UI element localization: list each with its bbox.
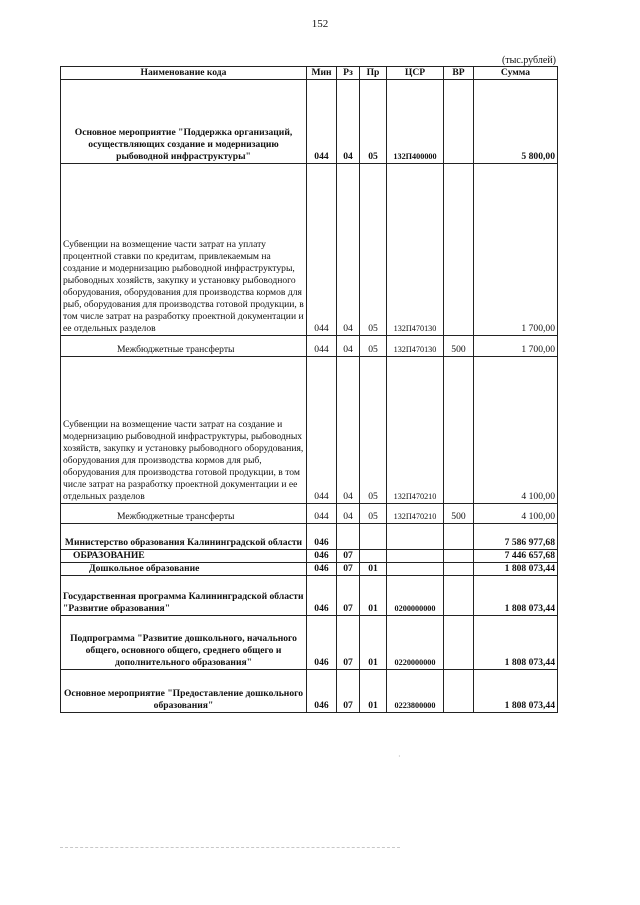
table-row [61, 164, 558, 336]
row-pr: 05 [360, 504, 387, 524]
scan-artifact-line [60, 847, 400, 848]
row-pr: 01 [360, 670, 387, 713]
table-row [61, 616, 558, 670]
row-csr: 0200000000 [387, 576, 444, 616]
row-csr [387, 524, 444, 550]
row-vr [444, 80, 474, 164]
table-row [61, 357, 558, 504]
row-name: Межбюджетные трансферты [61, 336, 307, 357]
table-row [61, 563, 558, 576]
row-vr [444, 670, 474, 713]
scan-mark: · [398, 752, 401, 761]
row-vr [444, 576, 474, 616]
row-rz: 07 [337, 616, 360, 670]
row-min: 044 [307, 336, 337, 357]
row-min: 044 [307, 80, 337, 164]
row-vr [444, 550, 474, 563]
row-csr [387, 550, 444, 563]
header-sum: Сумма [474, 67, 558, 80]
row-csr [387, 563, 444, 576]
row-rz: 07 [337, 563, 360, 576]
row-pr: 05 [360, 164, 387, 336]
table-row [61, 524, 558, 550]
row-rz: 04 [337, 357, 360, 504]
row-csr: 132П470130 [387, 164, 444, 336]
units-label: (тыс.рублей) [501, 55, 556, 66]
row-min: 046 [307, 563, 337, 576]
row-name: Основное мероприятие "Предоставление дошкольного образования" [61, 670, 307, 713]
row-name: Межбюджетные трансферты [61, 504, 307, 524]
row-name: Субвенции на возмещение части затрат на создание и модернизацию рыбоводной инфраструктуры, рыбоводных хозяйств, закупку и установку рыбоводного оборудования, оборудования для производства кормов для рыб, оборудования для производства готовой продукции, в том числе затрат на разработку проектной документации и ее отдельных разделов [61, 357, 307, 504]
row-sum: 4 100,00 [474, 504, 558, 524]
row-csr: 132П470130 [387, 336, 444, 357]
row-name: Подпрограмма "Развитие дошкольного, начального общего, основного общего, среднего общего и дополнительного образования" [61, 616, 307, 670]
row-min: 044 [307, 357, 337, 504]
row-sum: 4 100,00 [474, 357, 558, 504]
row-pr: 01 [360, 616, 387, 670]
row-sum: 1 808 073,44 [474, 563, 558, 576]
table-row [61, 576, 558, 616]
row-min: 044 [307, 164, 337, 336]
row-sum: 1 808 073,44 [474, 576, 558, 616]
row-vr [444, 524, 474, 550]
header-name: Наименование кода [61, 67, 307, 80]
row-vr [444, 616, 474, 670]
table-row [61, 336, 558, 357]
row-vr [444, 563, 474, 576]
row-pr: 01 [360, 576, 387, 616]
table-row [61, 80, 558, 164]
row-name: Субвенции на возмещение части затрат на уплату процентной ставки по кредитам, привлекаемым на создание и модернизацию рыбоводной инфраструктуры, рыбоводных хозяйств, закупку и установку рыбоводного оборудования, оборудования для производства кормов для рыб, оборудования для производства готовой продукции, в том числе затрат на разработку проектной документации и ее отдельных разделов [61, 164, 307, 336]
row-min: 046 [307, 550, 337, 563]
header-csr: ЦСР [387, 67, 444, 80]
row-pr: 05 [360, 336, 387, 357]
header-vr: ВР [444, 67, 474, 80]
row-vr: 500 [444, 336, 474, 357]
row-pr: 05 [360, 80, 387, 164]
row-pr: 05 [360, 357, 387, 504]
header-pr: Пр [360, 67, 387, 80]
row-min: 046 [307, 524, 337, 550]
table-row [61, 670, 558, 713]
row-sum: 5 800,00 [474, 80, 558, 164]
header-min: Мин [307, 67, 337, 80]
row-csr: 0223800000 [387, 670, 444, 713]
row-sum: 1 808 073,44 [474, 616, 558, 670]
row-rz: 07 [337, 550, 360, 563]
row-rz [337, 524, 360, 550]
row-sum: 7 586 977,68 [474, 524, 558, 550]
row-sum: 1 700,00 [474, 164, 558, 336]
row-rz: 04 [337, 336, 360, 357]
row-name: ОБРАЗОВАНИЕ [61, 550, 307, 563]
row-rz: 07 [337, 670, 360, 713]
row-min: 044 [307, 504, 337, 524]
row-name: Основное мероприятие "Поддержка организаций, осуществляющих создание и модернизацию рыбоводной инфраструктуры" [61, 80, 307, 164]
row-csr: 132П400000 [387, 80, 444, 164]
row-vr [444, 357, 474, 504]
row-sum: 1 808 073,44 [474, 670, 558, 713]
header-rz: Рз [337, 67, 360, 80]
budget-table [60, 66, 558, 713]
row-vr [444, 164, 474, 336]
row-min: 046 [307, 670, 337, 713]
row-pr [360, 524, 387, 550]
row-csr: 0220000000 [387, 616, 444, 670]
row-sum: 1 700,00 [474, 336, 558, 357]
row-min: 046 [307, 616, 337, 670]
page-number: 152 [311, 18, 329, 30]
row-min: 046 [307, 576, 337, 616]
table-row [61, 550, 558, 563]
table-row [61, 504, 558, 524]
row-csr: 132П470210 [387, 357, 444, 504]
row-pr: 01 [360, 563, 387, 576]
row-name: Государственная программа Калининградской области "Развитие образования" [61, 576, 307, 616]
row-rz: 04 [337, 80, 360, 164]
row-rz: 04 [337, 164, 360, 336]
row-vr: 500 [444, 504, 474, 524]
row-rz: 07 [337, 576, 360, 616]
row-sum: 7 446 657,68 [474, 550, 558, 563]
row-csr: 132П470210 [387, 504, 444, 524]
row-rz: 04 [337, 504, 360, 524]
row-name: Дошкольное образование [61, 563, 307, 576]
table-header-row [61, 67, 558, 80]
row-name: Министерство образования Калининградской области [61, 524, 307, 550]
row-pr [360, 550, 387, 563]
